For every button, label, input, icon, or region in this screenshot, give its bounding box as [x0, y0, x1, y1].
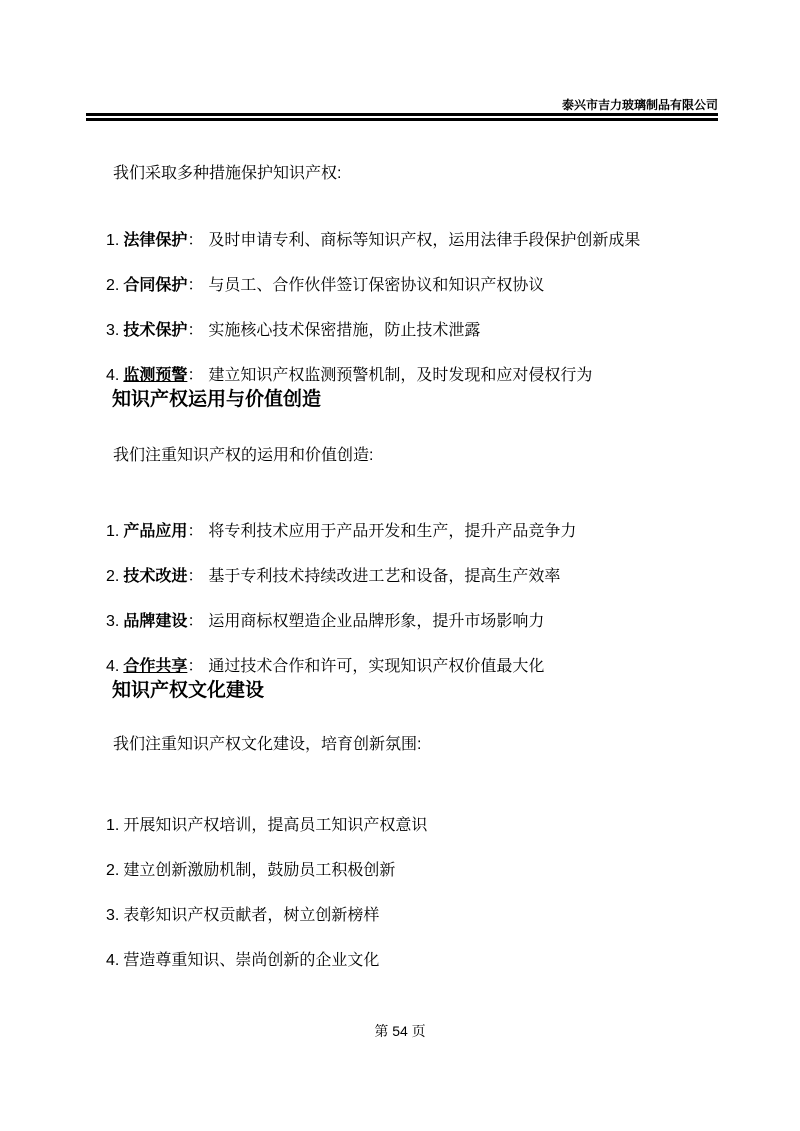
list-item [106, 521, 800, 543]
item-number: 4. [106, 658, 120, 675]
item-label: 产品应用 [123, 523, 188, 540]
intro-paragraph-culture: 我们注重知识产权文化建设，培育创新氛围: [113, 736, 422, 753]
item-number: 1. [106, 523, 120, 540]
item-text: 与员工、合作伙伴签订保密协议和知识产权协议 [208, 277, 545, 294]
list-item [106, 860, 800, 882]
item-text: 开展知识产权培训，提高员工知识产权意识 [123, 817, 428, 834]
item-number: 2. [106, 862, 120, 879]
item-label: 合作共享 [123, 658, 188, 675]
list-item [106, 656, 800, 678]
document-body [0, 163, 800, 972]
company-name: 泰兴市吉力玻璃制品有限公司 [561, 98, 718, 112]
item-label: 技术改进 [123, 568, 188, 585]
list-item [106, 611, 800, 633]
item-number: 4. [106, 367, 120, 384]
intro-paragraph-protection: 我们采取多种措施保护知识产权: [113, 165, 342, 182]
page-header [0, 0, 800, 121]
item-number: 2. [106, 277, 120, 294]
item-colon: ： [187, 523, 204, 540]
item-number: 2. [106, 568, 120, 585]
item-number: 3. [106, 322, 120, 339]
item-text: 表彰知识产权贡献者，树立创新榜样 [123, 907, 380, 924]
item-number: 4. [106, 952, 120, 969]
list-item [106, 365, 800, 387]
section-heading-ip-culture: 知识产权文化建设 [112, 680, 265, 701]
item-label: 技术保护 [123, 322, 188, 339]
item-colon: ： [187, 322, 204, 339]
item-colon: ： [187, 658, 204, 675]
item-colon: ： [187, 232, 204, 249]
list-item [106, 950, 800, 972]
item-text: 及时申请专利、商标等知识产权，运用法律手段保护创新成果 [208, 232, 641, 249]
item-number: 1. [106, 232, 120, 249]
item-number: 3. [106, 907, 120, 924]
item-text: 基于专利技术持续改进工艺和设备，提高生产效率 [208, 568, 561, 585]
item-number: 3. [106, 613, 120, 630]
intro-paragraph-value: 我们注重知识产权的运用和价值创造: [113, 447, 374, 464]
list-item [106, 815, 800, 837]
page-number: 第 54 页 [374, 1023, 426, 1039]
item-text: 将专利技术应用于产品开发和生产，提升产品竞争力 [208, 523, 577, 540]
item-colon: ： [187, 367, 204, 384]
item-label: 品牌建设 [123, 613, 188, 630]
item-text: 通过技术合作和许可，实现知识产权价值最大化 [208, 658, 545, 675]
list-item [106, 230, 800, 252]
item-colon: ： [187, 613, 204, 630]
item-label: 合同保护 [123, 277, 188, 294]
culture-building-list [106, 815, 800, 972]
header-double-rule [86, 113, 718, 121]
item-colon: ： [187, 277, 204, 294]
item-text: 实施核心技术保密措施，防止技术泄露 [208, 322, 481, 339]
list-item [106, 275, 800, 297]
item-number: 1. [106, 817, 120, 834]
section-heading-ip-value: 知识产权运用与价值创造 [112, 389, 322, 410]
value-creation-list [106, 521, 800, 678]
list-item [106, 320, 800, 342]
item-label: 法律保护 [123, 232, 188, 249]
item-text: 建立知识产权监测预警机制，及时发现和应对侵权行为 [208, 367, 593, 384]
list-item [106, 566, 800, 588]
item-text: 建立创新激励机制，鼓励员工积极创新 [123, 862, 396, 879]
item-label: 监测预警 [123, 367, 188, 384]
item-colon: ： [187, 568, 204, 585]
item-text: 运用商标权塑造企业品牌形象，提升市场影响力 [208, 613, 545, 630]
protection-measures-list [106, 230, 800, 387]
item-text: 营造尊重知识、崇尚创新的企业文化 [123, 952, 380, 969]
list-item [106, 905, 800, 927]
